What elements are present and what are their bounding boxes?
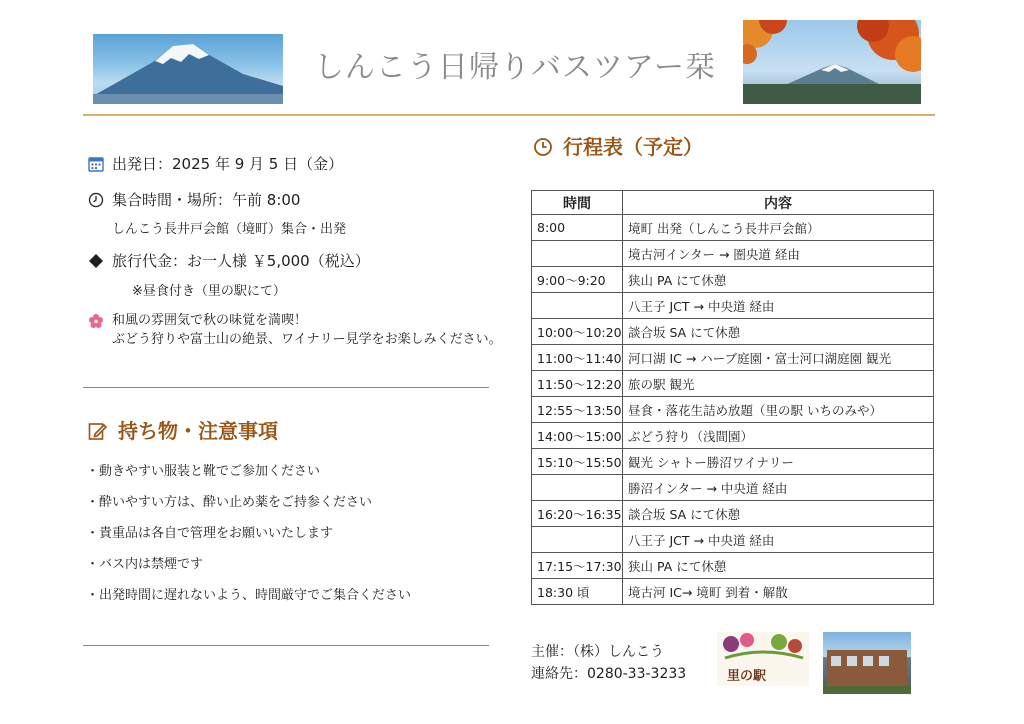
content-cell: 八王子 JCT → 中央道 経由 (623, 527, 934, 553)
content-cell: 観光 シャトー勝沼ワイナリー (623, 449, 934, 475)
table-row (532, 371, 934, 397)
content-cell: 狭山 PA にて休憩 (623, 553, 934, 579)
meal-note: ※昼食付き（里の駅にて） (132, 284, 286, 299)
table-row (532, 449, 934, 475)
content-cell: 談合坂 SA にて休憩 (623, 501, 934, 527)
mount-fuji-photo (93, 34, 283, 104)
highlight-line (86, 311, 307, 331)
meeting-time-line (86, 190, 300, 210)
departure-date-line (86, 154, 343, 174)
table-row (532, 553, 934, 579)
list-item: ・バス内は禁煙です (86, 557, 204, 572)
time-cell: 14:00～15:00 (532, 423, 623, 449)
table-row (532, 423, 934, 449)
contact-phone: 連絡先：0280-33-3233 (531, 666, 687, 682)
highlight-text-1: 和風の雰囲気で秋の味覚を満喫！ (112, 313, 308, 328)
content-cell: 勝沼インター → 中央道 経由 (623, 475, 934, 501)
table-row (532, 267, 934, 293)
diamond-icon (86, 251, 106, 271)
content-cell: 旅の駅 観光 (623, 371, 934, 397)
autumn-fuji-photo (743, 20, 921, 104)
schedule-title: 行程表（予定） (563, 135, 703, 159)
left-divider-bottom (83, 645, 489, 646)
logo-text: 里の駅 (727, 669, 767, 684)
content-cell: 境町 出発（しんこう長井戸会館） (623, 215, 934, 241)
time-cell (532, 527, 623, 553)
time-cell: 8:00 (532, 215, 623, 241)
tour-price: 旅行代金：お一人様 ￥5,000（税込） (112, 252, 370, 270)
table-row (532, 293, 934, 319)
winery-photo (823, 632, 911, 694)
edit-icon (86, 419, 110, 443)
list-item: ・貴重品は各自で管理をお願いいたします (86, 526, 334, 541)
organizer-name: 主催：（株）しんこう (531, 644, 664, 660)
departure-date: 出発日：2025 年 9 月 5 日（金） (112, 155, 344, 173)
content-cell: 昼食・落花生詰め放題（里の駅 いちのみや） (623, 397, 934, 423)
list-item: ・酔いやすい方は、酔い止め薬をご持参ください (86, 495, 373, 510)
schedule-heading (531, 134, 703, 160)
content-cell: 境古河インター → 圏央道 経由 (623, 241, 934, 267)
content-cell: 狭山 PA にて休憩 (623, 267, 934, 293)
time-cell: 11:00～11:40 (532, 345, 623, 371)
clock-icon (531, 135, 555, 159)
list-item: ・動きやすい服装と靴でご参加ください (86, 464, 321, 479)
table-row (532, 241, 934, 267)
table-row (532, 319, 934, 345)
table-header-row (532, 191, 934, 215)
time-cell (532, 475, 623, 501)
highlight-text-2: ぶどう狩りや富士山の絶景、ワイナリー見学をお楽しみください。 (112, 332, 502, 347)
time-cell: 16:20～16:35 (532, 501, 623, 527)
header-divider (83, 114, 935, 116)
table-row (532, 527, 934, 553)
column-header-content: 内容 (623, 191, 934, 215)
notes-list (86, 462, 496, 617)
table-row (532, 501, 934, 527)
time-cell: 10:00～10:20 (532, 319, 623, 345)
table-row (532, 215, 934, 241)
table-row (532, 475, 934, 501)
time-cell: 11:50～12:20 (532, 371, 623, 397)
column-header-time: 時間 (532, 191, 623, 215)
price-line (86, 251, 370, 271)
content-cell: 談合坂 SA にて休憩 (623, 319, 934, 345)
time-cell: 17:15～17:30 (532, 553, 623, 579)
flower-icon (86, 311, 106, 331)
meeting-place: しんこう長井戸会館（境町）集合・出発 (112, 222, 347, 237)
content-cell: 八王子 JCT → 中央道 経由 (623, 293, 934, 319)
list-item: ・出発時間に遅れないよう、時間厳守でご集合ください (86, 588, 412, 603)
content-cell: ぶどう狩り（浅間園） (623, 423, 934, 449)
organizer-block (531, 641, 686, 685)
table-row (532, 345, 934, 371)
table-row (532, 397, 934, 423)
content-cell: 河口湖 IC → ハーブ庭園・富士河口湖庭園 観光 (623, 345, 934, 371)
table-row (532, 579, 934, 605)
time-cell: 15:10～15:50 (532, 449, 623, 475)
time-cell (532, 241, 623, 267)
page-title: しんこう日帰りバスツアー栞 (313, 50, 717, 85)
time-cell: 18:30 頃 (532, 579, 623, 605)
calendar-icon (86, 154, 106, 174)
sato-no-eki-logo (717, 632, 809, 686)
time-cell: 9:00～9:20 (532, 267, 623, 293)
time-cell: 12:55～13:50 (532, 397, 623, 423)
clock-icon (86, 190, 106, 210)
itinerary-table (531, 190, 934, 605)
content-cell: 境古河 IC→ 境町 到着・解散 (623, 579, 934, 605)
belongings-title: 持ち物・注意事項 (118, 419, 278, 443)
meeting-time: 集合時間・場所：午前 8:00 (112, 191, 301, 209)
belongings-heading (86, 418, 278, 444)
left-divider-top (83, 387, 489, 388)
time-cell (532, 293, 623, 319)
